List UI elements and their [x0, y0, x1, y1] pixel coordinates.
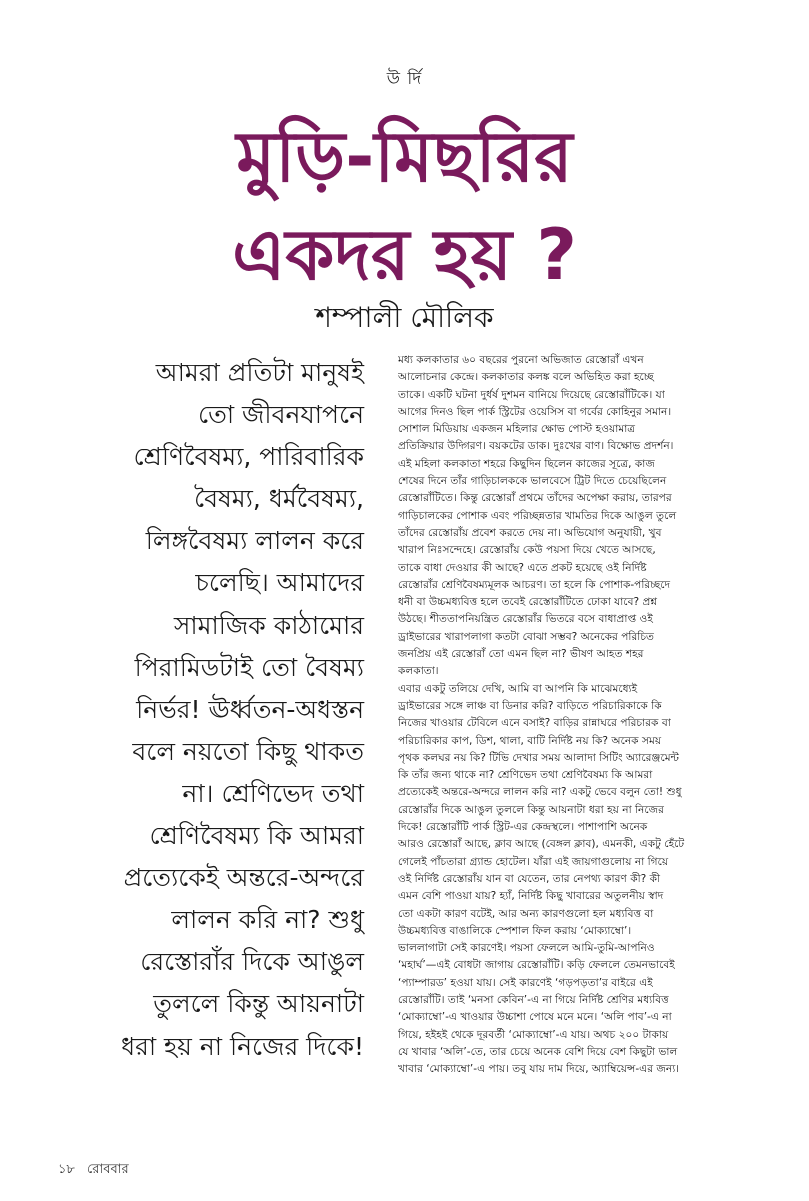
pull-quote-line: চলেছি। আমাদের — [195, 568, 364, 598]
pull-quote — [64, 352, 364, 1068]
body-text-line: তাকে। একটি ঘটনা দুর্ধর্ষ দুশমন বানিয়ে দিয়েছে রেস্তোরাঁটিকে। যা — [398, 388, 665, 401]
pull-quote-line: সামাজিক কাঠামোর — [173, 610, 364, 640]
body-text-line: এই মহিলা কলকাতা শহরে কিছুদিন ছিলেন কাজের সূত্রে, কাজ — [398, 457, 655, 470]
pull-quote-line: আমরা প্রতিটা মানুষই — [155, 358, 364, 387]
pull-quote-line: না। শ্রেণিভেদ তথা — [182, 778, 364, 808]
pull-quote-line: ধরা হয় না নিজের দিকে! — [121, 1031, 364, 1061]
body-text-line: কি তাঁর জন্য থাকে না? শ্রেণিভেদ তথা শ্রেণিবৈষম্য কি আমরা — [398, 769, 653, 782]
author-byline: শম্পালী মৌলিক — [315, 301, 494, 334]
pull-quote-line: লালন করি না? শুধু — [171, 905, 364, 935]
body-text-line: জনপ্রিয় এই রেস্তোরাঁ তো এমন ছিল না? ভীষণ আহত শহর — [398, 648, 644, 661]
body-text-line: ‘মহার্ঘ’—এই বোধটা জাগায় রেস্তোরাঁটি। কড়ি ফেললে তেমনভাবেই — [398, 959, 675, 972]
body-text-line: রেস্তোরাঁর দিকে আঙুল তুললে কিন্তু আয়নাটা ধরা হয় না নিজের — [398, 803, 664, 816]
body-text-line: ‘মোক্যাম্বো’-এ খাওয়ার উচ্চাশা পোষে মনে মনে। ‘অলি পাব’-এ না — [398, 1011, 672, 1024]
body-text-line: ওই নির্দিষ্ট রেস্তোরাঁয় যান বা যেতেন, তার নেপথ্য কারণ কী? কী — [398, 872, 661, 885]
body-text-line: যে খাবার ‘অলি’-তে, তার চেয়ে অনেক বেশি দিয়ে বেশ কিছুটা ভাল — [398, 1045, 678, 1058]
body-text-line: পৃথক কলঘর নয় কি? টিভি দেখার সময় আলাদা সিটিং অ্যারেঞ্জমেন্ট — [398, 751, 679, 764]
pull-quote-line: তুললে কিন্তু আয়নাটা — [153, 989, 364, 1019]
pull-quote-line: লিঙ্গবৈষম্য লালন করে — [145, 526, 364, 556]
body-text-line: দিকে! রেস্তোরাঁটি পার্ক স্ট্রিট-এর কেন্দ্রস্থলে। পাশাপাশি অনেক — [398, 821, 648, 834]
body-text-line: প্রত্যেকেই অন্তরে-অন্দরে লালন করি না? একটু ভেবে বলুন তো! শুধু — [398, 786, 682, 799]
pull-quote-line: রেস্তোরাঁর দিকে আঙুল — [140, 947, 364, 977]
body-text-line: খারাপ নিঃসন্দেহে। রেস্তোরাঁয় কেউ পয়সা দিয়ে খেতে আসছে, — [398, 544, 656, 557]
pull-quote-line: শ্রেণিবৈষম্য কি আমরা — [149, 821, 364, 851]
body-text-line: গেলেই পাঁচতারা গ্র্যান্ড হোটেল। যাঁরা এই জায়গাগুলোয় না গিয়ে — [398, 855, 669, 868]
body-text-line: রেস্তোরাঁর শ্রেণিবৈষম্যমূলক আচরণ। তা হলে কি পোশাক-পরিচ্ছদে — [398, 578, 671, 591]
pull-quote-line: তো জীবনযাপনে — [197, 400, 364, 430]
body-text-column — [398, 352, 750, 1078]
body-text-line: প্রতিক্রিয়ার উদ্গিরণ। বয়কটের ডাক। দুঃখের বাণ। বিক্ষোভ প্রদর্শন। — [398, 440, 674, 453]
body-text-line: কলকাতা। — [398, 665, 439, 678]
body-text-line: নিজের খাওয়ার টেবিলে এনে বসাই? বাড়ির রান্নাঘরে পরিচারক বা — [398, 717, 671, 730]
body-text-line: গিয়ে, হইহই থেকে দূরবর্তী ‘মোক্যাম্বো’-এ যায়। অথচ ২০০ টাকায় — [398, 1028, 669, 1041]
page-folio — [58, 1160, 137, 1181]
body-text-line: সোশাল মিডিয়ায় একজন মহিলার ক্ষোভ পোস্ট হওয়ামাত্র — [398, 423, 636, 436]
body-text-line: এবার একটু তলিয়ে দেখি, আমি বা আপনি কি মাঝেমধ্যেই — [398, 682, 638, 695]
body-text-line: আলোচনার কেন্দ্রে। কলকাতার কলঙ্ক বলে অভিহিত করা হচ্ছে — [398, 371, 654, 384]
page-number: ১৮ — [58, 1162, 75, 1177]
body-text-line: তো একটা কারণ বটেই, আর অন্য কারণগুলো হল মধ্যবিত্ত বা — [398, 907, 654, 920]
headline — [0, 108, 809, 304]
headline-line-2: একদর হয় ? — [232, 214, 577, 296]
body-text-line: ড্রাইভারের সঙ্গে লাঞ্চ বা ডিনার করি? বাড়িতে পরিচারিকাকে কি — [398, 699, 662, 712]
pull-quote-line: শ্রেণিবৈষম্য, পারিবারিক — [133, 442, 364, 472]
body-text-line: ধনী বা উচ্চমধ্যবিত্ত হলে তবেই রেস্তোরাঁটিতে ঢোকা যাবে? প্রশ্ন — [398, 596, 658, 609]
body-text-line: রেস্তোরাঁটি। তাই ‘মনসা কেবিন’-এ না গিয়ে নির্দিষ্ট শ্রেণির মধ্যবিত্ত — [398, 993, 669, 1006]
body-text-line: উঠছে। শীততাপনিয়ন্ত্রিত রেস্তোরাঁর ভিতরে বসে বাধাপ্রাপ্ত ওই — [398, 613, 653, 626]
pull-quote-line: নির্ভর! ঊর্ধ্বতন-অধস্তন — [136, 694, 364, 724]
body-text-line: ‘প্যাম্পারড’ হওয়া যায়। সেই কারণেই ‘গড়পড়তা’র বাইরে এই — [398, 976, 653, 989]
pull-quote-line: বলে নয়তো কিছু থাকত — [132, 736, 364, 766]
body-text-line: পরিচারিকার কাপ, ডিশ, থালা, বাটি নির্দিষ্ট নয় কি? অনেক সময় — [398, 734, 662, 747]
body-text-line: আরও রেস্তোরাঁ আছে, ক্লাব আছে (বেঙ্গল ক্লাব), এমনকী, একটু হেঁটে — [398, 838, 685, 851]
body-text-line: তাকে বাধা দেওয়ার কী আছে? এতে প্রকট হয়েছে ওই নির্দিষ্ট — [398, 561, 647, 574]
body-text-line: তাঁদের রেস্তোরাঁয় প্রবেশ করতে দেয় না। অভিযোগ অনুযায়ী, খুব — [398, 526, 662, 539]
pull-quote-line: বৈষম্য, ধর্মবৈষম্য, — [193, 484, 364, 514]
body-text-line: খাবার ‘মোক্যাম্বো’-এ পায়। তবু যায় দাম দিয়ে, অ্যাম্বিয়েন্স-এর জন্য। — [398, 1063, 680, 1076]
headline-line-1: মুড়ি-মিছরির — [236, 116, 573, 198]
body-text-line: ভাললাগাটা সেই কারণেই। পয়সা ফেললে আমি-তুমি-আপনিও — [398, 942, 655, 955]
body-text-line: আগের দিনও ছিল পার্ক স্ট্রিটের ওয়েসিস বা গর্বের কোহিনুর সমান। — [398, 405, 672, 418]
pull-quote-line: পিরামিডটাই তো বৈষম্য — [134, 652, 364, 682]
body-text-line: এমন বেশি পাওয়া যায়? হ্যাঁ, নির্দিষ্ট কিছু খাবারের অতুলনীয় স্বাদ — [398, 890, 664, 903]
body-text-line: উচ্চমধ্যবিত্ত বাঙালিকে স্পেশাল ফিল করায় ‘মোক্যাম্বো’। — [398, 924, 632, 937]
body-text-line: ড্রাইভারের খারাপলাগা কতটা বোঝা সম্ভব? অনেকের পরিচিত — [398, 630, 654, 643]
body-text-line: শেষের দিনে তাঁর গাড়িচালককে ভালবেসে ট্রিট দিতে চেয়েছিলেন — [398, 475, 667, 488]
section-kicker: উ র্দি — [386, 69, 423, 89]
body-text-line: মধ্য কলকাতার ৬০ বছরের পুরনো অভিজাত রেস্তোরাঁ এখন — [398, 354, 644, 366]
magazine-name: রোববার — [87, 1162, 129, 1177]
body-text-line: রেস্তোরাঁটিতে। কিন্তু রেস্তোরাঁ প্রথমে তাঁদের অপেক্ষা করায়, তারপর — [398, 492, 672, 505]
body-text-line: গাড়িচালকের পোশাক এবং পরিচ্ছন্নতার খামতির দিকে আঙুল তুলে — [398, 509, 677, 522]
pull-quote-line: প্রত্যেকেই অন্তরে-অন্দরে — [123, 863, 364, 893]
